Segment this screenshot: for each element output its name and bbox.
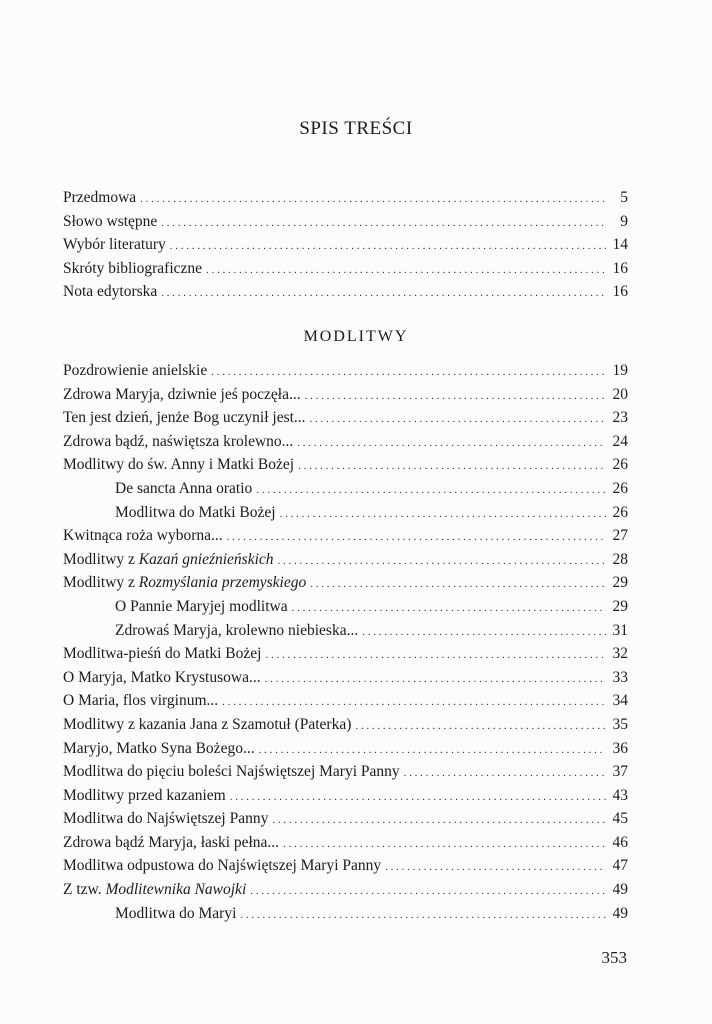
toc-entry [63,689,628,713]
toc-entry [63,359,628,383]
toc-entry-title: Modlitwy z Kazań gnieźnieńskich [63,550,274,568]
toc-entry-page: 14 [612,236,628,254]
toc-entry [63,642,628,666]
toc-entry [63,831,628,855]
dot-leader [310,406,606,432]
toc-entry-page: 43 [612,786,628,804]
toc-entry-title: Nota edytorska [63,283,158,301]
toc-entry-title: Modlitwa odpustowa do Najświętszej Maryi Panny [63,857,382,875]
toc-entry-page: 49 [612,904,628,922]
toc-entry-italic-title: Kazań gnieźnieńskich [138,550,274,568]
toc-entry-title: Z tzw. Modlitewnika Nawojki [63,881,247,899]
toc-entry [63,571,628,595]
toc-entry-title: Maryjo, Matko Syna Bożego... [63,739,255,757]
dot-leader [230,784,606,810]
toc-entry [63,902,628,926]
toc-entry-page: 16 [612,259,628,277]
dot-leader [297,430,606,456]
toc-entry [63,760,628,784]
toc-entry [63,406,628,430]
toc-entry-page: 16 [612,283,628,301]
dot-leader [310,571,606,597]
dot-leader [355,713,606,739]
dot-leader [259,737,606,763]
toc-entry-title: Modlitwa do pięciu boleści Najświętszej Maryi Panny [63,763,400,781]
toc-entry-page: 31 [612,621,628,639]
front-matter-list [63,186,628,304]
dot-leader [206,257,606,283]
toc-entry [63,854,628,878]
toc-entry-title: Zdrowa bądź Maryja, łaski pełna... [63,833,280,851]
toc-entry [63,619,628,643]
dot-leader [222,689,606,715]
toc-entry-page: 29 [612,597,628,615]
toc-entry-italic-title: Modlitewnika Nawojki [105,881,247,899]
toc-entry [63,784,628,808]
dot-leader [298,453,606,479]
dot-leader [265,666,606,692]
toc-entry-page: 23 [612,409,628,427]
dot-leader [240,902,606,928]
toc-entry [63,501,628,525]
toc-entry-title: Wybór literatury [63,236,166,254]
toc-entry [63,430,628,454]
toc-entry-title: De sancta Anna oratio [115,479,253,497]
dot-leader [265,642,606,668]
toc-entry-title: Modlitwy z kazania Jana z Szamotuł (Paterka) [63,715,352,733]
toc-entry [63,280,628,304]
dot-leader [305,383,606,409]
dot-leader [272,807,606,833]
toc-entry-title: Modlitwy przed kazaniem [63,786,226,804]
toc-entry-page: 26 [612,479,628,497]
toc-entry-page: 45 [612,810,628,828]
dot-leader [227,524,606,550]
toc-entry-italic-title: Rozmyślania przemyskiego [138,574,307,592]
toc-entry-page: 37 [612,763,628,781]
dot-leader [385,854,606,880]
toc-entry [63,737,628,761]
toc-entry [63,524,628,548]
toc-entry [63,233,628,257]
dot-leader [362,619,606,645]
toc-entry-title: Modlitwa do Maryi [115,904,237,922]
dot-leader [256,477,606,503]
dot-leader [250,878,606,904]
toc-entry [63,878,628,902]
toc-entry [63,595,628,619]
toc-entry-title: Zdrowaś Maryja, krolewno niebieska... [115,621,359,639]
section-title: MODLITWY [303,328,409,345]
toc-entry-page: 27 [612,527,628,545]
toc-entry-title: Zdrowa bądź, naświętsza krolewno... [63,432,294,450]
toc-entry-title: Pozdrowienie anielskie [63,362,208,379]
page-number: 353 [601,948,627,967]
toc-entry [63,453,628,477]
toc-entry-title: Modlitwy z Rozmyślania przemyskiego [63,574,307,592]
toc-entry-page: 19 [612,362,628,379]
toc-entry-title: Modlitwa do Matki Bożej [115,503,276,521]
toc-entry [63,477,628,501]
toc-entry-title: Skróty bibliograficzne [63,259,203,277]
toc-entry-page: 9 [620,212,628,230]
toc-entry-page: 33 [612,668,628,686]
toc-entry-page: 46 [612,833,628,851]
toc-entry [63,807,628,831]
toc-entry-page: 20 [612,385,628,403]
dot-leader [161,280,606,306]
toc-entry-page: 26 [612,456,628,474]
toc-entry-page: 35 [612,715,628,733]
toc-entry-page: 47 [612,857,628,875]
toc-entry-title: Przedmowa [63,189,137,206]
toc-entry-title: Ten jest dzień, jenże Bog uczynił jest... [63,409,306,427]
toc-entry-page: 5 [620,189,628,206]
toc-entry-title: Słowo wstępne [63,212,158,230]
toc-entry-title: O Maria, flos virginum... [63,692,219,710]
toc-entry-page: 29 [612,574,628,592]
toc-entry-page: 26 [612,503,628,521]
toc-entry-title: Modlitwa do Najświętszej Panny [63,810,269,828]
toc-entry-title: O Maryja, Matko Krystusowa... [63,668,261,686]
dot-leader [161,210,606,236]
toc-entry-page: 32 [612,645,628,663]
toc-entry-page: 34 [612,692,628,710]
toc-entry [63,383,628,407]
dot-leader [140,186,606,212]
dot-leader [404,760,606,786]
toc-entry [63,713,628,737]
page-title: SPIS TREŚCI [299,118,413,139]
toc-entry-title: Modlitwy do św. Anny i Matki Bożej [63,456,295,474]
toc-entry [63,666,628,690]
toc-entry [63,186,628,210]
toc-entry-title: O Pannie Maryjej modlitwa [115,597,288,615]
toc-entry-page: 49 [612,881,628,899]
dot-leader [280,501,606,527]
toc-entry [63,257,628,281]
toc-entry-page: 24 [612,432,628,450]
dot-leader [278,548,606,574]
toc-entry [63,548,628,572]
toc-entry-title: Modlitwa-pieśń do Matki Bożej [63,645,262,663]
toc-entry [63,210,628,234]
toc-entry-page: 36 [612,739,628,757]
dot-leader [211,359,606,385]
dot-leader [292,595,606,621]
prayers-list [63,359,628,925]
dot-leader [170,233,606,259]
dot-leader [283,831,606,857]
toc-entry-title: Kwitnąca roża wyborna... [63,527,223,545]
toc-entry-page: 28 [612,550,628,568]
toc-entry-title: Zdrowa Maryja, dziwnie jeś poczęła... [63,385,301,403]
